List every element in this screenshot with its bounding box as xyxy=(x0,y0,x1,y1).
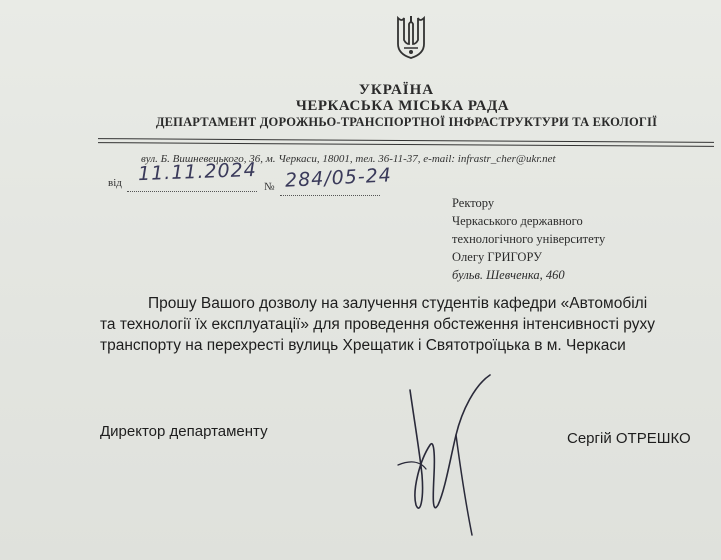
addressee-line: Ректору xyxy=(452,196,495,210)
addressee-line: Олегу ГРИГОРУ xyxy=(452,250,542,264)
reference-number-label: № xyxy=(264,181,275,193)
signatory-name: Сергій ОТРЕШКО xyxy=(567,430,691,447)
body-line: та технології їх експлуатації» для проведення обстеження інтенсивності руху xyxy=(100,316,656,333)
reference-date: 11.11.2024 xyxy=(137,158,258,186)
reference-date-underline xyxy=(127,191,257,192)
signatory-position: Директор департаменту xyxy=(100,423,268,440)
addressee-line: бульв. Шевченка, 460 xyxy=(452,268,565,282)
country-heading: УКРАЇНА xyxy=(358,82,435,98)
handwritten-signature xyxy=(390,365,530,545)
header-rule-bottom xyxy=(98,142,714,147)
addressee-line: технологічного університету xyxy=(452,232,606,246)
letter-body xyxy=(100,293,720,356)
reference-from-label: від xyxy=(108,177,122,189)
council-heading: ЧЕРКАСЬКА МІСЬКА РАДА xyxy=(295,98,510,114)
body-line: транспорту на перехресті вулиць Хрещатик і Святотроїцька в м. Черкаси xyxy=(100,337,626,354)
addressee-block xyxy=(452,194,605,284)
reference-number: 284/05-24 xyxy=(284,164,393,192)
body-line: Прошу Вашого дозволу на залучення студентів кафедри «Автомобілі xyxy=(148,295,648,312)
department-heading: ДЕПАРТАМЕНТ ДОРОЖНЬО-ТРАНСПОРТНОЇ ІНФРАСТРУКТУРИ ТА ЕКОЛОГІЇ xyxy=(155,115,658,129)
addressee-line: Черкаського державного xyxy=(452,214,583,228)
reference-number-underline xyxy=(280,195,380,196)
contact-line: вул. Б. Вишневецького, 36, м. Черкаси, 18001, тел. 36-11-37, e-mail: infrastr_cher@ukr.net xyxy=(141,153,556,165)
trident-emblem-icon xyxy=(394,14,428,60)
